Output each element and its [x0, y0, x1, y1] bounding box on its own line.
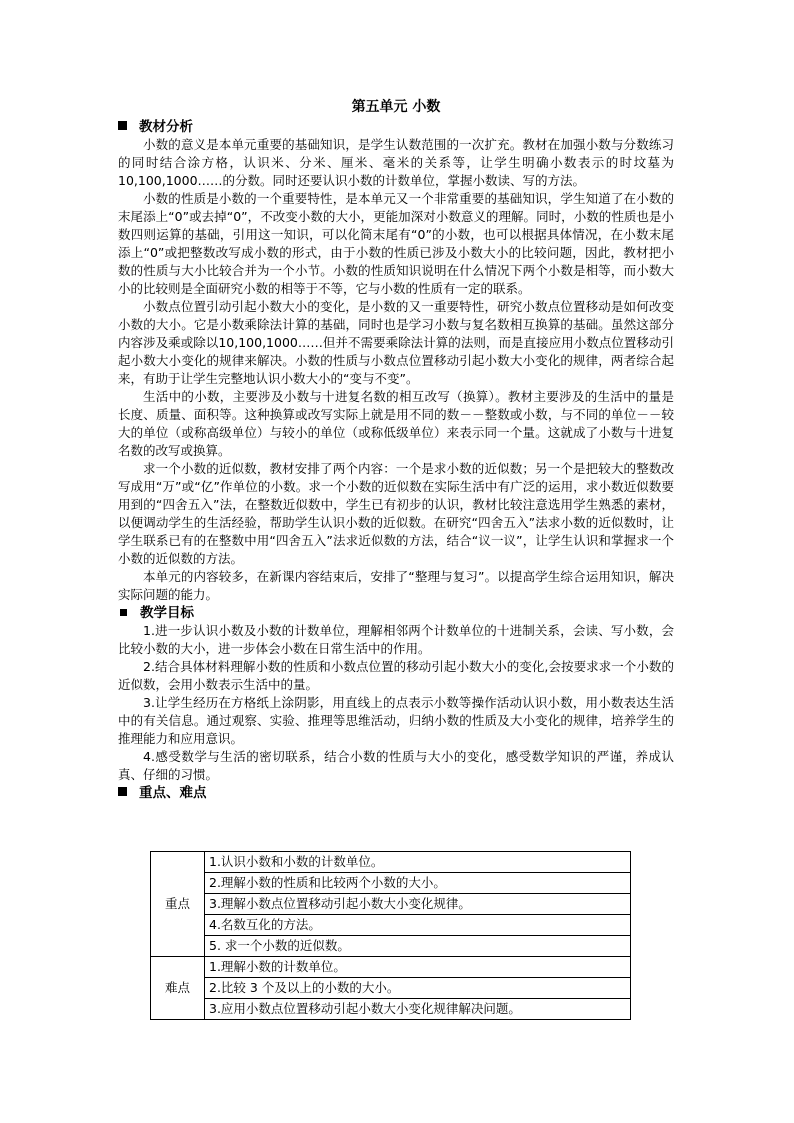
table-cell: 3.理解小数点位置移动引起小数大小变化规律。: [205, 894, 631, 915]
section-heading-analysis: [118, 118, 674, 136]
goal-item: 1.进一步认识小数及小数的计数单位，理解相邻两个计数单位的十进制关系，会读、写小数，会比较小数的大小，进一步体会小数在日常生活中的作用。: [118, 623, 674, 656]
difficult-points-label: 难点: [151, 957, 205, 1020]
table-cell: 1.理解小数的计数单位。: [205, 957, 631, 978]
section-heading-keypoints: [118, 784, 674, 802]
table-cell: 4.名数互化的方法。: [205, 915, 631, 936]
table-cell: 2.理解小数的性质和比较两个小数的大小。: [205, 873, 631, 894]
table-row: [151, 999, 631, 1020]
table-cell: 2.比较 3 个及以上的小数的大小。: [205, 978, 631, 999]
paragraph: 小数点位置引动引起小数大小的变化，是小数的又一重要特性，研究小数点位置移动是如何改变小数的大小。它是小数乘除法计算的基础，同时也是学习小数与复名数相互换算的基础。虽然这部分内容涉及乘或除以10,100,1000……但并不需要乘除法计算的法则，而是直接应用小数点位置移动引起小数大小变化的规律来解决。小数的性质与小数点位置移动引起小数大小变化的规律，两者综合起来，有助于让学生完整地认识小数大小的“变与不变”。: [118, 299, 674, 386]
paragraph: 本单元的内容较多，在新课内容结束后，安排了“整理与复习”。以提高学生综合运用知识，解决实际问题的能力。: [118, 569, 674, 602]
table-cell: 1.认识小数和小数的计数单位。: [205, 852, 631, 873]
document-page: [118, 98, 674, 1016]
square-bullet-icon: [118, 787, 127, 796]
goal-item: 4.感受数学与生活的密切联系，结合小数的性质与大小的变化，感受数学知识的严谨，养成认真、仔细的习惯。: [118, 749, 674, 782]
goal-item: 2.结合具体材料理解小数的性质和小数点位置的移动引起小数大小的变化,会按要求求一个小数的近似数，会用小数表示生活中的量。: [118, 659, 674, 692]
paragraph: 求一个小数的近似数，教材安排了两个内容：一个是求小数的近似数；另一个是把较大的整数改写成用“万”或“亿”作单位的小数。求一个小数的近似数在实际生活中有广泛的运用，求小数近似数要用到的“四舍五入”法，在整数近似数中，学生已有初步的认识，教材比较注意选用学生熟悉的素材，以便调动学生的生活经验，帮助学生认识小数的近似数。在研究“四舍五入”法求小数的近似数时，让学生联系已有的在整数中用“四舍五入”法求近似数的方法，结合“议一议”，让学生认识和掌握求一个小数的近似数的方法。: [118, 461, 674, 566]
section-heading-label: 重点、难点: [139, 785, 207, 801]
table-row: [151, 936, 631, 957]
table-row: [151, 894, 631, 915]
table-row: [151, 873, 631, 894]
square-bullet-icon: [120, 609, 127, 616]
section-heading-label: 教学目标: [140, 605, 194, 621]
section-heading-label: 教材分析: [139, 119, 193, 135]
square-bullet-icon: [118, 121, 127, 130]
paragraph: 生活中的小数，主要涉及小数与十进复名数的相互改写（换算）。教材主要涉及的生活中的量是长度、质量、面积等。这种换算或改写实际上就是用不同的数－－整数或小数，与不同的单位－－较大的单位（或称高级单位）与较小的单位（或称低级单位）来表示同一个量。这就成了小数与十进复名数的改写或换算。: [118, 389, 674, 458]
paragraph: 小数的性质是小数的一个重要特性，是本单元又一个非常重要的基础知识，学生知道了在小数的末尾添上“0”或去掉“0”，不改变小数的大小，更能加深对小数意义的理解。同时，小数的性质也是小数四则运算的基础，引用这一知识，可以化简末尾有“0”的小数，也可以根据具体情况，在小数末尾添上“0”或把整数改写成小数的形式，由于小数的性质已涉及小数大小的比较问题，因此，教材把小数的性质与大小比较合并为一个小节。小数的性质知识说明在什么情况下两个小数是相等，而小数大小的比较则是全面研究小数的相等于不等，它与小数的性质有一定的联系。: [118, 191, 674, 296]
goal-item: 3.让学生经历在方格纸上涂阴影，用直线上的点表示小数等操作活动认识小数，用小数表达生活中的有关信息。通过观察、实验、推理等思维活动，归纳小数的性质及大小变化的规律，培养学生的推理能力和应用意识。: [118, 695, 674, 746]
table-row: [151, 957, 631, 978]
table-cell: 5. 求一个小数的近似数。: [205, 936, 631, 957]
keypoints-table: [150, 851, 631, 1020]
table-row: [151, 915, 631, 936]
paragraph: 小数的意义是本单元重要的基础知识，是学生认数范围的一次扩充。教材在加强小数与分数练习的同时结合涂方格，认识米、分米、厘米、毫米的关系等，让学生明确小数表示的时坟墓为10,100,1000……的分数。同时还要认识小数的计数单位，掌握小数读、写的方法。: [118, 137, 674, 188]
section-heading-goals: [118, 604, 674, 622]
table-row: [151, 978, 631, 999]
page-title: 第五单元 小数: [351, 99, 441, 115]
key-points-label: 重点: [151, 852, 205, 957]
table-cell: 3.应用小数点位置移动引起小数大小变化规律解决问题。: [205, 999, 631, 1020]
table-row: [151, 852, 631, 873]
